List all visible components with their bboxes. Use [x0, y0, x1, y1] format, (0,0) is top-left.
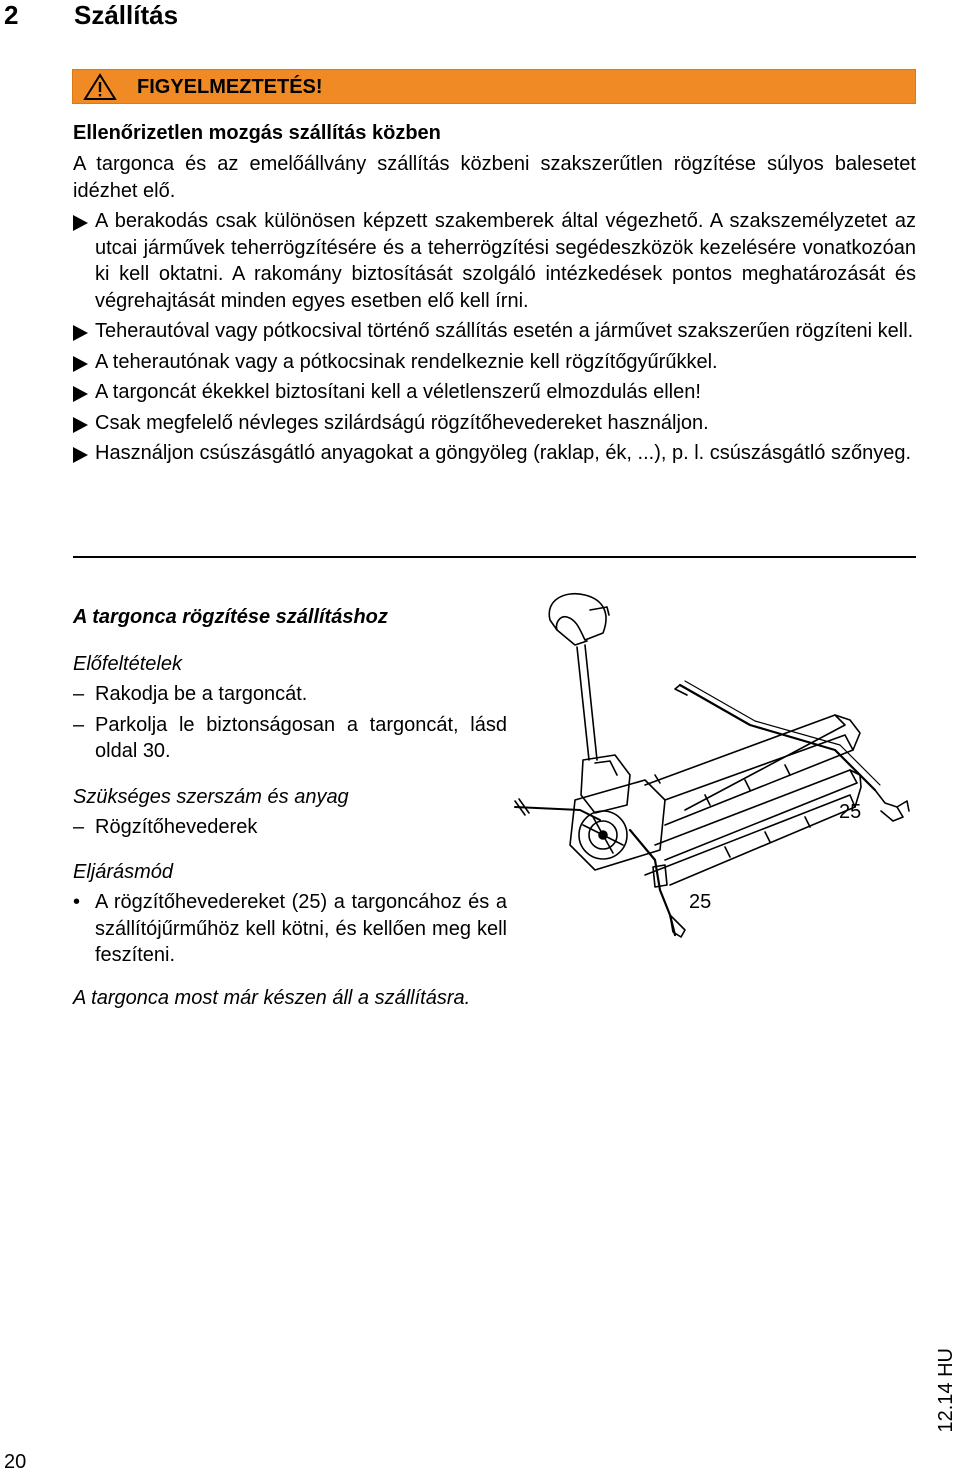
list-item: Csak megfelelő névleges szilárdságú rögzítőhevedereket használjon.: [73, 410, 916, 437]
warning-bar: [72, 69, 916, 104]
chapter-title: Szállítás: [74, 0, 179, 30]
triangle-right-icon: [73, 386, 88, 402]
triangle-right-icon: [73, 215, 88, 231]
warning-intro: A targonca és az emelőállvány szállítás közbeni szakszerűtlen rögzítése súlyos balesetet idézhet elő.: [73, 153, 916, 202]
warning-end-rule: [73, 556, 916, 558]
triangle-right-icon: [73, 447, 88, 463]
list-item: A targoncát ékekkel biztosítani kell a véletlenszerű elmozdulás ellen!: [73, 379, 916, 406]
warning-list: [73, 208, 916, 471]
page-number: 20: [4, 1451, 27, 1473]
section-title: A targonca rögzítése szállításhoz: [73, 606, 388, 628]
list-item: A berakodás csak különösen képzett szakemberek által végezhető. A szakszemélyzetet az utcai járművek teherrögzítésére és a teherrögzítési segédeszközök kezelésére vonatkozóan ki kell oktatni. A rakomány biztosítását szolgáló intézkedések pontos meghatározását és végrehajtását minden egyes esetben elő kell írni.: [73, 208, 916, 314]
list-item: • A rögzítőhevedereket (25) a targoncához és a szállítójűrműhöz kell kötni, és kellően meg kell feszíteni.: [73, 891, 507, 966]
list-item: Teherautóval vagy pótkocsival történő szállítás esetén a járművet szakszerűen rögzíteni kell.: [73, 318, 916, 345]
warning-heading: Ellenőrizetlen mozgás szállítás közben: [73, 122, 441, 144]
figure-callout-bottom: 25: [689, 891, 712, 913]
list-item: Használjon csúszásgátló anyagokat a göngyöleg (raklap, ék, ...), p. l. csúszásgátló szőnyeg.: [73, 440, 916, 467]
result-text: A targonca most már készen áll a szállításra.: [73, 987, 471, 1009]
prereq-heading: Előfeltételek: [73, 653, 182, 675]
triangle-right-icon: [73, 356, 88, 372]
pallet-truck-illustration: [505, 585, 925, 955]
prereq-list: [73, 681, 507, 765]
list-item: A teherautónak vagy a pótkocsinak rendelkeznie kell rögzítőgyűrűkkel.: [73, 349, 916, 376]
procedure-heading: Eljárásmód: [73, 861, 174, 883]
warning-label: FIGYELMEZTETÉS!: [137, 76, 323, 98]
chapter-number: 2: [4, 0, 19, 30]
warning-triangle-icon: [83, 73, 117, 101]
list-item: – Parkolja le biztonságosan a targoncát, lásd oldal 30.: [73, 713, 507, 762]
list-item: – Rögzítőhevederek: [73, 816, 258, 838]
triangle-right-icon: [73, 417, 88, 433]
triangle-right-icon: [73, 325, 88, 341]
figure-callout-right: 25: [839, 801, 862, 823]
edition-label: 12.14 HU: [935, 1347, 957, 1432]
tools-heading: Szükséges szerszám és anyag: [73, 786, 349, 808]
list-item: – Rakodja be a targoncát.: [73, 683, 308, 705]
procedure-list: [73, 889, 507, 969]
tools-list: [73, 814, 507, 841]
pallet-truck-figure: [505, 585, 925, 955]
